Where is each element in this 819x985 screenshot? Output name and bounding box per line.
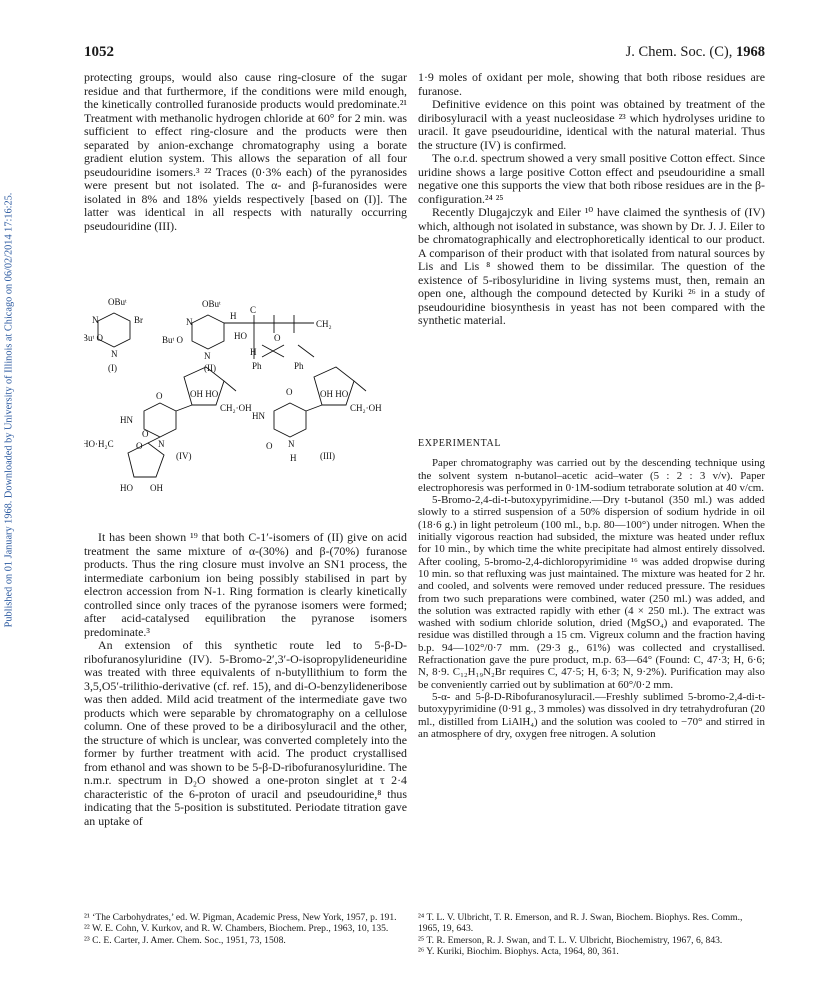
chemical-structures-figure	[84, 285, 414, 525]
paragraph: The o.r.d. spectrum showed a very small positive Cotton effect. Since uridine shows a large positive Cotton effect and pseudouridine a small negative one this supports the view that both ribose residues are in the β-configuration.²⁴ ²⁵	[418, 151, 765, 206]
fig-label: OBuᵗ	[108, 297, 127, 307]
fig-label: OH HO	[190, 389, 219, 399]
footnote: ²⁶ Y. Kuriki, Biochim. Biophys. Acta, 1964, 80, 361.	[418, 945, 619, 957]
fig-label: HO	[120, 483, 133, 493]
fig-label: Br	[134, 315, 143, 325]
fig-label: OH HO	[320, 389, 349, 399]
fig-label: N	[111, 349, 118, 359]
journal-header	[626, 44, 765, 61]
paragraph: Definitive evidence on this point was obtained by treatment of the diribosyluracil with a yeast nucleosidase ²³ which hydrolyses uridine to uracil. It gave pseudouridine, identical with the natural material. Thus the structure (IV) is confirmed.	[418, 97, 765, 152]
footnote: ²¹ ‘The Carbohydrates,’ ed. W. Pigman, Academic Press, New York, 1957, p. 191.	[84, 912, 397, 923]
fig-label: O	[142, 429, 149, 439]
paragraph: Paper chromatography was carried out by the descending technique using the solvent system n-butanol–acetic acid–water (5 : 2 : 3 v/v). Paper electrophoresis was performed in 0·1M-sodium tetraborate solution at 40 v/cm.	[418, 457, 765, 494]
left-column-top	[84, 71, 407, 233]
fig-label: C	[250, 305, 257, 315]
fig-label: Buᵗ O	[84, 333, 103, 343]
fig-label: OH	[150, 483, 163, 493]
fig-label: O	[136, 441, 143, 451]
fig-label: HO	[234, 331, 247, 341]
fig-label: H	[230, 311, 237, 321]
paragraph: protecting groups, would also cause ring-closure of the sugar residue and that furthermore, if the conditions were mild enough, the kinetically controlled furanoside products would predominate.²¹ Treatment with methanolic hydrogen chloride at 60° for 2 min. was sufficient to effect ring-closure and the products were then separated by anion-exchange chromatography using a borate gradient elution system. This allows the separation of all four pseudouridine isomers.³ ²² Traces (0·3% each) of the pyranosides were present but not isolated. The α- and β-furanosides were isolated in 8% and 18% yields respectively [based on (I)]. The latter was identical in all respects with naturally occurring pseudouridine (III).	[84, 70, 407, 233]
paragraph: 5-α- and 5-β-D-Ribofuranosyluracil.—Freshly sublimed 5-bromo-2,4-di-t-butoxypyrimidine (0·91 g., 3 mmoles) was dissolved in dry tetrahydrofuran (20 ml., distilled from LiAlH₄) and the solution was cooled to −70° and stirred in an atmosphere of dry, oxygen free nitrogen. A solution	[418, 690, 765, 740]
structure-label-IV: (IV)	[176, 451, 192, 461]
fig-label: OBuᵗ	[202, 299, 221, 309]
fig-label: HN	[252, 411, 265, 421]
fig-label: N	[92, 315, 99, 325]
fig-label: CH₂	[316, 319, 332, 329]
fig-label: Ph	[294, 361, 304, 371]
fig-label: CH₂·OH	[220, 403, 252, 413]
right-column	[418, 71, 765, 328]
fig-label: O	[266, 441, 273, 451]
download-notice: Published on 01 January 1968. Downloaded by University of Illinois at Chicago on 06/02/2014 17:16:25.	[3, 192, 15, 628]
section-heading: EXPERIMENTAL	[418, 438, 502, 449]
fig-label: O	[274, 333, 281, 343]
paragraph: It has been shown ¹⁹ that both C-1′-isomers of (II) give on acid treatment the same mixture of α-(30%) and β-(70%) furanose products. Thus the ring closure must involve an SN1 process, the intermediate carbonium ion being possibly stabilised in part by electron accession from N-1. Ring formation is clearly kinetically controlled since only traces of the pyranose isomers were formed; after acid-catalysed equilibration the pyranose isomers predominate.³	[84, 530, 407, 639]
fig-label: N	[186, 317, 193, 327]
left-column-bottom	[84, 531, 407, 828]
fig-label: N	[204, 351, 211, 361]
fig-label: HN	[120, 415, 133, 425]
fig-label: N	[158, 439, 165, 449]
journal-name: J. Chem. Soc. (C),	[625, 44, 733, 60]
page-number: 1052	[84, 44, 114, 60]
paragraph: 1·9 moles of oxidant per mole, showing that both ribose residues are furanose.	[418, 70, 765, 98]
structure-label-II: (II)	[204, 363, 216, 373]
footnotes-left	[84, 912, 407, 946]
paragraph: An extension of this synthetic route led to 5-β-D-ribofuranosyluridine (IV). 5-Bromo-2′,3′-O-isopropylideneuridine was treated with three equivalents of n-butyllithium to form the 3,5,O5′-trilithio-derivative (cf. ref. 15), and di-O-benzylideneribose was then added. Mild acid treatment of the intermediate gave two products which were separable by chromatography on a cellulose column. One of these proved to be a diribosyluracil and the other, the structure of which is unclear, was converted completely into the former by further treatment with acid. The product crystallised from ethanol and was shown to be 5-β-D-ribofuranosyluridine. The n.m.r. spectrum in D₂O showed a one-proton singlet at τ 2·4 characteristic of the 6-proton of uracil and pseudouridine,⁸ thus indicating that the 5-position is substituted. Periodate titration gave an uptake of	[84, 638, 407, 828]
fig-label: CH₂·OH	[350, 403, 382, 413]
footnote: ²³ C. E. Carter, J. Amer. Chem. Soc., 1951, 73, 1508.	[84, 934, 286, 946]
fig-label: Buᵗ O	[162, 335, 183, 345]
fig-label: H	[290, 453, 297, 463]
footnotes-right	[418, 912, 765, 957]
journal-year: 1968	[736, 44, 765, 60]
structure-label-III: (III)	[320, 451, 335, 461]
footnote: ²⁵ T. R. Emerson, R. J. Swan, and T. L. V. Ulbricht, Biochemistry, 1967, 6, 843.	[418, 934, 723, 946]
download-watermark	[3, 150, 15, 670]
fig-label: O	[286, 387, 293, 397]
fig-label: O	[156, 391, 163, 401]
fig-label: N	[288, 439, 295, 449]
paragraph: 5-Bromo-2,4-di-t-butoxypyrimidine.—Dry t-butanol (350 ml.) was added slowly to a stirred suspension of a 50% dispersion of sodium hydride in oil (18·6 g.) in light petroleum (100 ml., b.p. 80—100°) under nitrogen. When the initially vigorous reaction had subsided, the mixture was heated under reflux for 10 min., by which time the white precipitate had almost entirely dissolved. After cooling, 5-bromo-2,4-dichloropyrimidine ¹⁶ was added dropwise during 10 min. so that refluxing was just maintained. The mixture was heated for 2 hr. and cooled, and solvents were removed under reduced pressure. The residues from two such preparations were combined, water (250 ml.) was added, and the solution was extracted rapidly with ether (4 × 250 ml.). The extract was washed with sodium chloride solution, dried (MgSO₄) and evaporated. The residue was distilled through a 15 cm. Vigreux column and the fraction having b.p. 94—102°/0·7 mm. (29·3 g., 61%) was collected and crystallised. Refractionation gave the pure product, m.p. 63—64° (Found: C, 47·3; H, 6·6; N, 8·9. C₁₂H₁₉N₂Br requires C, 47·5; H, 6·3; N, 9·2%). Purification may also be conveniently carried out by sublimation at 60°/0·2 mm.	[418, 494, 765, 691]
fig-label: Ph	[252, 361, 262, 371]
structures-svg	[84, 285, 414, 525]
experimental-section	[418, 438, 765, 740]
footnote: ²² W. E. Cohn, V. Kurkov, and R. W. Chambers, Biochem. Prep., 1963, 10, 135.	[84, 923, 389, 935]
fig-label: HO·H₂C	[84, 439, 114, 449]
paragraph: Recently Dlugajczyk and Eiler ¹⁰ have claimed the synthesis of (IV) which, although not isolated in substance, was shown by Dr. J. J. Eiler to be chromatographically and electrophoretically identical to our product. A comparison of their product with that isolated from natural sources by Lis and Lis ⁸ showed them to be dissimilar. The question of the existence of 5-ribosyluridine in living systems must, then, remain an open one, although the compound detected by Kuriki ²⁶ in a study of pseudouridine biosynthesis in yeast has not been compared with the synthetic material.	[418, 205, 765, 327]
footnote: ²⁴ T. L. V. Ulbricht, T. R. Emerson, and R. J. Swan, Biochem. Biophys. Res. Comm., 1965, 19, 643.	[418, 912, 743, 935]
fig-label: H	[250, 347, 257, 357]
structure-label-I: (I)	[108, 363, 117, 373]
